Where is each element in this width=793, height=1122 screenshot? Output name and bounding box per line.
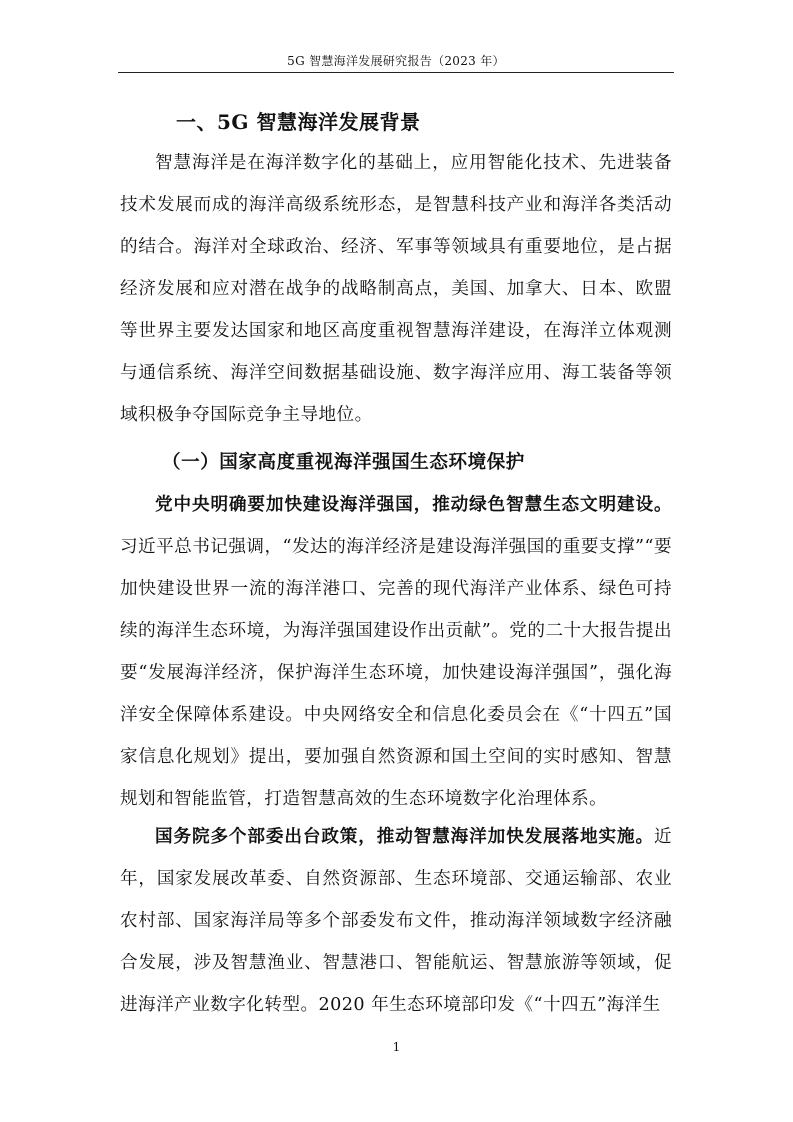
page-number: 1 bbox=[392, 1040, 401, 1054]
subsection-heading: （一）国家高度重视海洋强国生态环境保护 bbox=[162, 452, 525, 473]
paragraph-body-text: 习近平总书记强调，“发达的海洋经济是建设海洋强国的重要支撑”“要加快建设世界一流的海洋港口、完善的现代海洋产业体系、绿色可持续的海洋生态环境，为海洋强国建设作出贡献”。党的二十大报告提出要“发展海洋经济，保护海洋生态环境，加快建设海洋强国”，强化海洋安全保障体系建设。中央网络安全和信息化委员会在《“十四五”国家信息化规划》提出，要加强自然资源和国土空间的实时感知、智慧规划和智能监管，打造智慧高效的生态环境数字化治理体系。 bbox=[120, 537, 672, 809]
paragraph-lead-sentence: 国务院多个部委出台政策，推动智慧海洋加快发展落地实施。 bbox=[155, 826, 654, 847]
paragraph-lead-sentence: 党中央明确要加快建设海洋强国，推动绿色智慧生态文明建设。 bbox=[155, 494, 672, 515]
paragraph-central-committee bbox=[120, 484, 672, 820]
running-header: 5G 智慧海洋发展研究报告（2023 年） bbox=[287, 54, 505, 68]
header-rule bbox=[118, 72, 674, 73]
paragraph-state-council bbox=[120, 816, 672, 1026]
paragraph-background: 智慧海洋是在海洋数字化的基础上，应用智能化技术、先进装备技术发展而成的海洋高级系统形态，是智慧科技产业和海洋各类活动的结合。海洋对全球政治、经济、军事等领域具有重要地位，是占据经济发展和应对潜在战争的战略制高点，美国、加拿大、日本、欧盟等世界主要发达国家和地区高度重视智慧海洋建设，在海洋立体观测与通信系统、海洋空间数据基础设施、数字海洋应用、海工装备等领域积极争夺国际竞争主导地位。 bbox=[120, 153, 672, 425]
section-heading: 一、5G 智慧海洋发展背景 bbox=[176, 110, 421, 134]
paragraph-body-text: 近年，国家发展改革委、自然资源部、生态环境部、交通运输部、农业农村部、国家海洋局等多个部委发布文件，推动海洋领域数字经济融合发展，涉及智慧渔业、智慧港口、智能航运、智慧旅游等领域，促进海洋产业数字化转型。2020 年生态环境部印发《“十四五”海洋生 bbox=[120, 827, 672, 1015]
